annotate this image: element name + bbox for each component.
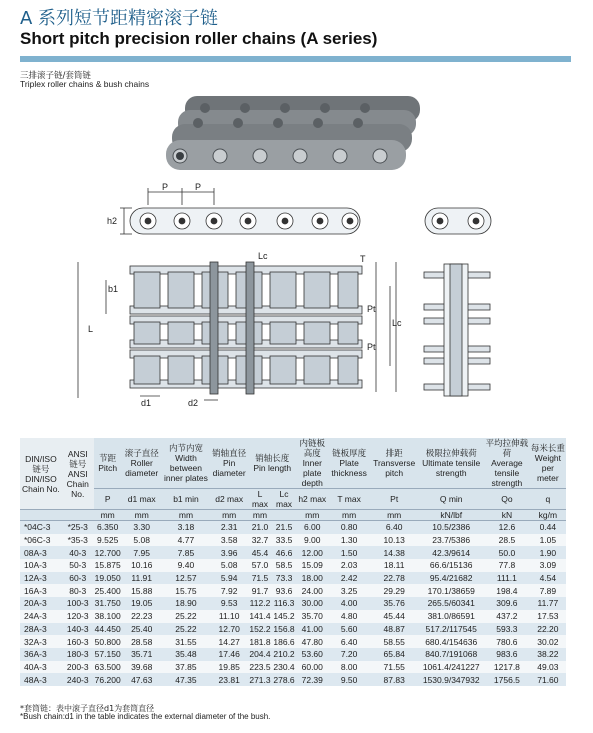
- Pt-label-1: Pt: [367, 304, 376, 314]
- unit-cell: mm: [210, 510, 248, 521]
- col-roller-header: 滚子直径 Roller diameter: [122, 438, 162, 489]
- table-cell: *06C-3: [20, 534, 62, 547]
- table-cell: 112.2: [249, 598, 271, 609]
- table-cell: 36A-3: [20, 648, 62, 661]
- table-cell: 4.54: [530, 572, 566, 585]
- table-cell: 6.350: [94, 521, 122, 534]
- footnote-cn: *套筒链：表中滚子直径d1为套筒直径: [20, 704, 155, 713]
- table-cell: 18.11: [370, 559, 418, 572]
- table-cell: 40A-3: [20, 661, 62, 674]
- table-cell: 47.35: [162, 673, 210, 686]
- table-row: [20, 584, 566, 597]
- table-row: [20, 559, 566, 572]
- table-cell: 1530.9/347932: [418, 673, 484, 686]
- table-cell: 18.00: [296, 572, 328, 585]
- table-cell: 116.3: [273, 598, 295, 609]
- table-cell: 6.00: [296, 521, 328, 534]
- table-cell: 23.81: [210, 673, 248, 686]
- table-cell: 38.22: [530, 648, 566, 661]
- table-cell: 25.22: [162, 610, 210, 623]
- table-row: [20, 635, 566, 648]
- table-cell: 39.68: [122, 661, 162, 674]
- table-cell: 145.2: [273, 611, 295, 622]
- unit-cell: mm: [162, 510, 210, 521]
- unit-cell: kN/lbf: [418, 510, 484, 521]
- table-cell: 22.23: [122, 610, 162, 623]
- table-cell: 140-3: [62, 623, 94, 636]
- table-cell: 278.6: [273, 674, 295, 685]
- table-cell: 33.5: [272, 534, 297, 547]
- table-cell: 15.09: [296, 559, 328, 572]
- unit-cell: mm: [248, 510, 272, 521]
- table-cell: 160-3: [62, 635, 94, 648]
- table-cell: 25.40: [122, 623, 162, 636]
- table-cell: 15.75: [162, 584, 210, 597]
- sym-q: Q min: [418, 489, 484, 510]
- table-cell: 17.53: [530, 610, 566, 623]
- table-cell: 265.5/60341: [418, 597, 484, 610]
- table-cell: 5.60: [328, 623, 370, 636]
- spec-table-body: [20, 521, 566, 686]
- table-cell: 181.8: [249, 636, 271, 647]
- table-cell: 6.40: [370, 521, 418, 534]
- table-cell: 19.05: [122, 597, 162, 610]
- col-plate-depth-header: 内链板高度 Inner plate depth: [296, 438, 328, 489]
- table-cell: 11.77: [530, 597, 566, 610]
- table-cell: 76.200: [94, 674, 121, 685]
- table-cell: 14.27: [210, 635, 248, 648]
- table-row: [20, 673, 566, 686]
- table-cell: 40-3: [62, 546, 94, 559]
- sym-h2: h2 max: [296, 489, 328, 510]
- table-cell: 50.800: [94, 636, 121, 647]
- table-cell: 30.02: [530, 635, 566, 648]
- table-cell: 93.6: [272, 584, 297, 597]
- table-cell: 156.8: [273, 623, 295, 634]
- table-cell: 1217.8: [484, 661, 530, 674]
- table-cell: 41.00: [296, 623, 328, 636]
- table-cell: 15.88: [122, 584, 162, 597]
- header-row-cn: [20, 438, 566, 489]
- unit-cell: mm: [370, 510, 418, 521]
- table-cell: 7.92: [210, 584, 248, 597]
- table-cell: 60.00: [296, 661, 328, 674]
- table-cell: 24A-3: [20, 610, 62, 623]
- table-cell: 1.90: [530, 546, 566, 559]
- table-cell: 152.2: [249, 623, 271, 634]
- table-cell: 7.20: [328, 648, 370, 661]
- col-pitch-header: 节距 Pitch: [94, 438, 122, 489]
- table-cell: 23.7/5386: [418, 534, 484, 547]
- table-cell: 48.87: [370, 623, 418, 636]
- table-cell: 44.450: [94, 623, 121, 634]
- footnote-en: *Bush chain:d1 in the table indicates the external diameter of the bush.: [20, 712, 271, 721]
- table-cell: 680.4/154636: [418, 635, 484, 648]
- table-cell: 30.00: [296, 597, 328, 610]
- col-uts-header: 极限拉伸载荷 Ultimate tensile strength: [418, 438, 484, 489]
- table-cell: 57.150: [94, 649, 121, 660]
- table-cell: 1.05: [530, 534, 566, 547]
- table-row: [20, 546, 566, 559]
- col-weight-header: 每米长重 Weight per meter: [530, 438, 566, 489]
- table-cell: 22.78: [370, 572, 418, 585]
- table-row: [20, 610, 566, 623]
- table-cell: 42.3/9614: [418, 546, 484, 559]
- table-cell: 49.03: [530, 661, 566, 674]
- table-cell: 16A-3: [20, 584, 62, 597]
- table-cell: 3.30: [122, 521, 162, 534]
- table-cell: 2.31: [210, 521, 248, 534]
- table-cell: 141.4: [249, 611, 271, 622]
- col-pin-length-header: 销轴长度 Pin length: [248, 438, 296, 489]
- table-cell: 3.09: [530, 559, 566, 572]
- table-cell: 17.46: [210, 648, 248, 661]
- table-cell: 58.55: [370, 635, 418, 648]
- page-title-cn: A 系列短节距精密滚子链: [20, 8, 219, 29]
- table-cell: 3.58: [210, 534, 248, 547]
- table-cell: 50.0: [484, 546, 530, 559]
- col-plate-thick-header: 链板厚度 Plate thickness: [328, 438, 370, 489]
- table-cell: 35.70: [296, 610, 328, 623]
- Lc-label: Lc: [392, 318, 402, 328]
- table-cell: 200-3: [62, 661, 94, 674]
- table-cell: *04C-3: [20, 521, 62, 534]
- table-cell: 1756.5: [484, 673, 530, 686]
- table-cell: 271.3: [249, 674, 271, 685]
- d1-label: d1: [141, 398, 152, 408]
- h2-label: h2: [107, 216, 118, 226]
- table-cell: 111.1: [484, 572, 530, 585]
- table-cell: 7.85: [162, 546, 210, 559]
- sym-lc: Lc max: [272, 489, 297, 510]
- table-cell: 25.22: [162, 623, 210, 636]
- header-row-units: [20, 510, 566, 521]
- col-avg-header: 平均拉伸载荷 Average tensile strength: [485, 438, 529, 488]
- unit-cell: kN: [484, 510, 530, 521]
- table-cell: 19.85: [210, 661, 248, 674]
- table-cell: 22.20: [530, 623, 566, 636]
- table-row: [20, 597, 566, 610]
- table-cell: 38.100: [94, 611, 121, 622]
- sym-d2: d2 max: [210, 489, 248, 510]
- table-cell: 0.80: [328, 521, 370, 534]
- table-cell: 100-3: [62, 597, 94, 610]
- section-subtitle-cn: 三排滚子链/套筒链: [20, 71, 91, 81]
- table-cell: 21.0: [248, 521, 272, 534]
- table-cell: 4.00: [328, 597, 370, 610]
- table-cell: 10.5/2386: [418, 521, 484, 534]
- table-cell: 35.76: [370, 597, 418, 610]
- table-cell: 60-3: [62, 572, 94, 585]
- table-cell: 1.30: [328, 534, 370, 547]
- table-cell: 437.2: [484, 610, 530, 623]
- table-cell: 5.08: [210, 559, 248, 572]
- table-cell: 240-3: [62, 673, 94, 686]
- table-cell: 19.050: [94, 573, 121, 584]
- table-cell: 28A-3: [20, 623, 62, 636]
- table-cell: 9.50: [328, 673, 370, 686]
- table-cell: 12.6: [484, 521, 530, 534]
- table-cell: 31.55: [162, 635, 210, 648]
- table-cell: 47.80: [296, 635, 328, 648]
- table-cell: 10.16: [122, 559, 162, 572]
- table-cell: 50-3: [62, 559, 94, 572]
- table-cell: 65.84: [370, 648, 418, 661]
- table-cell: 63.500: [94, 661, 121, 672]
- table-cell: 66.6/15136: [418, 559, 484, 572]
- table-cell: *25-3: [62, 521, 94, 534]
- table-cell: 24.00: [296, 584, 328, 597]
- table-cell: 170.1/38659: [418, 584, 484, 597]
- table-cell: 80-3: [62, 584, 94, 597]
- table-cell: 08A-3: [20, 546, 62, 559]
- table-row: [20, 572, 566, 585]
- table-cell: 28.58: [122, 635, 162, 648]
- table-cell: 95.4/21682: [418, 572, 484, 585]
- table-cell: 9.00: [296, 534, 328, 547]
- table-cell: 4.80: [328, 610, 370, 623]
- table-cell: 12A-3: [20, 572, 62, 585]
- cross-section-drawing: [424, 264, 490, 396]
- table-cell: 5.94: [210, 572, 248, 585]
- col-pin-dia-header: 销轴直径 Pin diameter: [210, 438, 248, 489]
- triplex-chain-photo: [166, 96, 420, 170]
- table-cell: 12.700: [94, 547, 121, 558]
- d2-label: d2: [188, 398, 199, 408]
- table-cell: 71.60: [530, 673, 566, 686]
- table-cell: 11.10: [210, 610, 248, 623]
- sym-b1: b1 min: [162, 489, 210, 510]
- table-cell: 31.750: [94, 598, 121, 609]
- sym-d1: d1 max: [122, 489, 162, 510]
- table-cell: 18.90: [162, 597, 210, 610]
- Pt-label-2: Pt: [367, 342, 376, 352]
- table-cell: 35.71: [122, 648, 162, 661]
- table-cell: 10A-3: [20, 559, 62, 572]
- table-cell: 983.6: [484, 648, 530, 661]
- table-row: [20, 521, 566, 534]
- table-cell: 28.5: [484, 534, 530, 547]
- table-cell: 11.91: [122, 572, 162, 585]
- table-cell: 9.40: [162, 559, 210, 572]
- table-cell: 309.6: [484, 597, 530, 610]
- sym-p: P: [94, 489, 122, 510]
- table-cell: 15.875: [94, 560, 121, 571]
- table-cell: 1.50: [328, 546, 370, 559]
- L-label: L: [88, 324, 94, 334]
- table-cell: 47.63: [122, 673, 162, 686]
- table-cell: 77.8: [484, 559, 530, 572]
- table-cell: 8.00: [328, 661, 370, 674]
- table-cell: 12.70: [210, 623, 248, 636]
- table-cell: 32A-3: [20, 635, 62, 648]
- table-cell: 0.44: [530, 521, 566, 534]
- table-cell: 840.7/191068: [418, 648, 484, 661]
- table-cell: 21.5: [272, 521, 297, 534]
- table-cell: 593.3: [484, 623, 530, 636]
- table-cell: 25.400: [94, 585, 121, 596]
- col-transverse-header: 排距 Transverse pitch: [370, 438, 418, 489]
- unit-cell: mm: [122, 510, 162, 521]
- table-cell: 3.25: [328, 584, 370, 597]
- section-subtitle-en: Triplex roller chains & bush chains: [20, 79, 150, 89]
- table-cell: 48A-3: [20, 673, 62, 686]
- table-cell: 198.4: [484, 584, 530, 597]
- table-cell: 7.95: [122, 546, 162, 559]
- T-label: T: [360, 254, 366, 264]
- table-cell: *35-3: [62, 534, 94, 547]
- table-cell: 45.4: [248, 546, 272, 559]
- table-cell: 72.39: [296, 673, 328, 686]
- table-cell: 46.6: [272, 546, 297, 559]
- table-row: [20, 648, 566, 661]
- unit-cell: kg/m: [530, 510, 566, 521]
- table-cell: 57.0: [248, 559, 272, 572]
- unit-cell: mm: [94, 510, 122, 521]
- pitch-label-2: P: [195, 182, 202, 192]
- sym-pt: Pt: [370, 489, 418, 510]
- table-cell: 53.60: [296, 648, 328, 661]
- table-cell: 3.96: [210, 546, 248, 559]
- table-cell: 91.7: [248, 584, 272, 597]
- table-cell: 20A-3: [20, 597, 62, 610]
- table-cell: 37.85: [162, 661, 210, 674]
- sym-l: L max: [248, 489, 272, 510]
- spec-table: [20, 438, 566, 686]
- table-cell: 2.03: [328, 559, 370, 572]
- table-cell: 2.42: [328, 572, 370, 585]
- table-row: [20, 623, 566, 636]
- table-cell: 9.525: [94, 534, 122, 547]
- col-din-header: DIN/ISO 链号 DIN/ISO Chain No.: [20, 438, 62, 510]
- table-cell: 12.00: [296, 546, 328, 559]
- sym-t: T max: [328, 489, 370, 510]
- page-title-en: Short pitch precision roller chains (A series): [20, 29, 378, 48]
- table-cell: 381.0/86591: [418, 610, 484, 623]
- unit-cell: [272, 510, 297, 521]
- table-cell: 223.5: [249, 661, 271, 672]
- table-cell: 10.13: [370, 534, 418, 547]
- header-row-symbols: [20, 489, 566, 510]
- table-cell: 58.5: [272, 559, 297, 572]
- side-view-drawing: [120, 188, 360, 234]
- table-cell: 35.48: [162, 648, 210, 661]
- col-width-header: 内节内宽 Width between inner plates: [162, 438, 210, 489]
- unit-cell: mm: [296, 510, 328, 521]
- table-cell: 230.4: [273, 661, 295, 672]
- table-cell: 73.3: [272, 572, 297, 585]
- table-cell: 29.29: [370, 584, 418, 597]
- table-cell: 210.2: [273, 649, 295, 660]
- table-cell: 71.5: [248, 572, 272, 585]
- col-ansi-header: ANSI 链号 ANSI Chain No.: [62, 438, 94, 510]
- Lc-top-label: Lc: [258, 251, 268, 261]
- end-view-drawing: [425, 208, 491, 234]
- table-cell: 32.7: [248, 534, 272, 547]
- table-cell: 780.6: [484, 635, 530, 648]
- table-cell: 204.4: [249, 649, 271, 660]
- unit-cell: mm: [328, 510, 370, 521]
- table-cell: 1061.4/241227: [418, 661, 484, 674]
- table-cell: 186.6: [273, 636, 295, 647]
- table-row: [20, 534, 566, 547]
- table-cell: 12.57: [162, 572, 210, 585]
- table-row: [20, 661, 566, 674]
- table-cell: 9.53: [210, 597, 248, 610]
- table-cell: 45.44: [370, 610, 418, 623]
- top-view-drawing: [78, 262, 396, 400]
- table-cell: 87.83: [370, 673, 418, 686]
- table-cell: 14.38: [370, 546, 418, 559]
- table-cell: 7.89: [530, 584, 566, 597]
- sym-qo: Qo: [484, 489, 530, 510]
- table-cell: 4.77: [162, 534, 210, 547]
- table-cell: 120-3: [62, 610, 94, 623]
- table-cell: 5.08: [122, 534, 162, 547]
- unit-cell: [62, 510, 94, 521]
- table-cell: 3.18: [162, 521, 210, 534]
- table-cell: 6.40: [328, 635, 370, 648]
- sym-qw: q: [530, 489, 566, 510]
- b1-label: b1: [108, 284, 119, 294]
- table-cell: 71.55: [370, 661, 418, 674]
- unit-cell: [20, 510, 62, 521]
- pitch-label-1: P: [162, 182, 169, 192]
- table-cell: 180-3: [62, 648, 94, 661]
- table-cell: 517.2/117545: [418, 623, 484, 636]
